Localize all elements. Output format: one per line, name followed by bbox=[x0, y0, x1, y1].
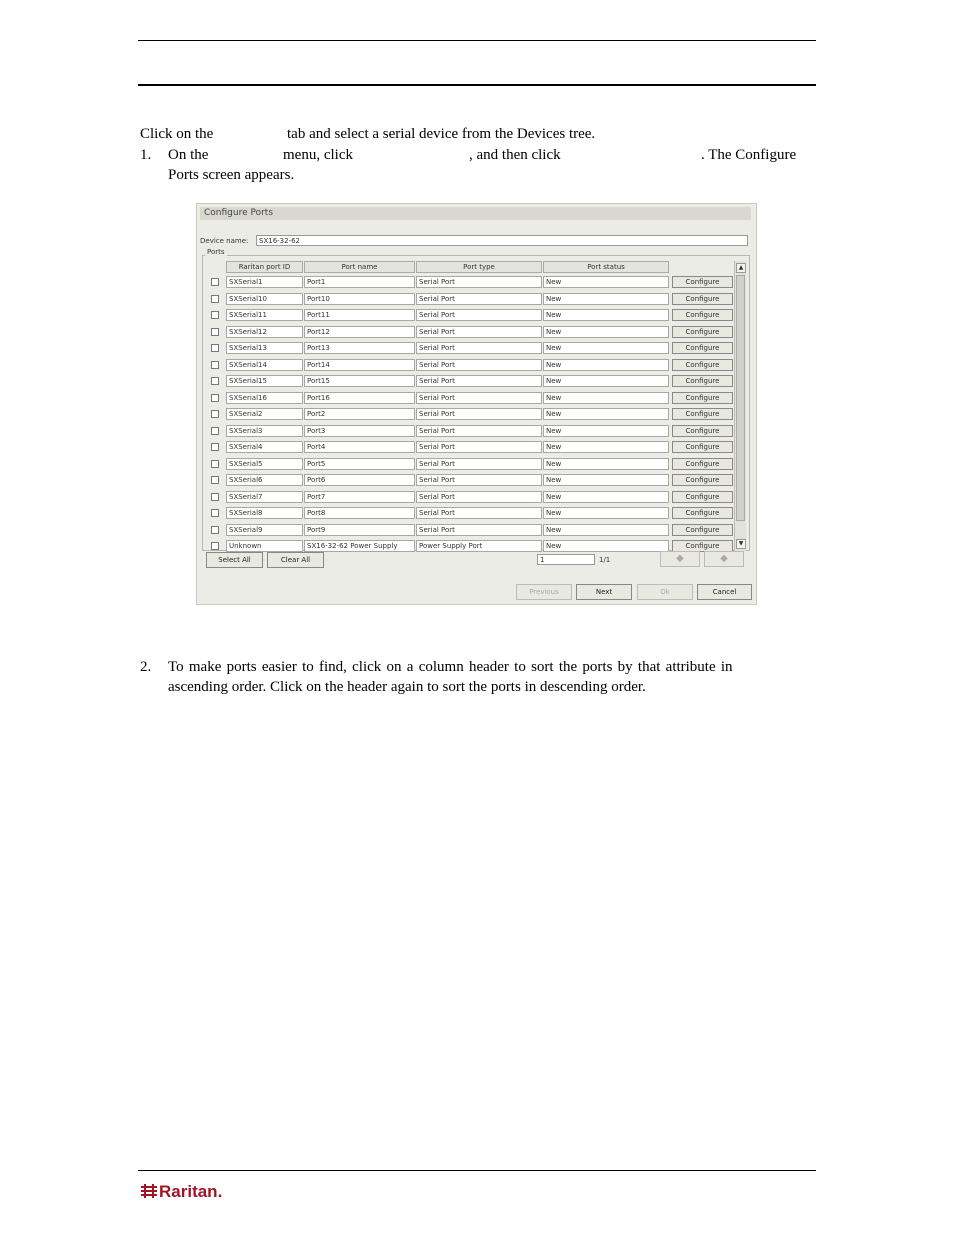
port-status-cell: New bbox=[543, 359, 669, 371]
table-row bbox=[197, 523, 737, 540]
port-status-cell: New bbox=[543, 392, 669, 404]
table-row bbox=[197, 457, 737, 474]
port-type-cell: Serial Port bbox=[416, 474, 542, 486]
page-count: 1/1 bbox=[599, 556, 611, 564]
configure-button[interactable]: Configure bbox=[672, 491, 733, 503]
port-type-cell: Serial Port bbox=[416, 524, 542, 536]
port-id-cell: SXSerial16 bbox=[226, 392, 303, 404]
step2-text-b: ascending order. Click on the header again to sort the ports in descending order. bbox=[168, 679, 646, 695]
table-row bbox=[197, 308, 737, 325]
configure-button[interactable]: Configure bbox=[672, 293, 733, 305]
table-row bbox=[197, 490, 737, 507]
header-rule-top bbox=[138, 40, 816, 41]
port-status-cell: New bbox=[543, 458, 669, 470]
step1-text-e: Ports screen appears. bbox=[168, 167, 295, 183]
column-header-port-status[interactable]: Port status bbox=[543, 261, 669, 273]
port-name-cell: Port14 bbox=[304, 359, 415, 371]
footer-rule bbox=[138, 1170, 816, 1171]
port-name-cell: Port16 bbox=[304, 392, 415, 404]
table-row bbox=[197, 424, 737, 441]
table-row bbox=[197, 506, 737, 523]
port-type-cell: Power Supply Port bbox=[416, 540, 542, 552]
port-type-cell: Serial Port bbox=[416, 359, 542, 371]
port-id-cell: SXSerial15 bbox=[226, 375, 303, 387]
port-status-cell: New bbox=[543, 474, 669, 486]
configure-button[interactable]: Configure bbox=[672, 474, 733, 486]
row-checkbox[interactable] bbox=[211, 410, 219, 418]
row-checkbox[interactable] bbox=[211, 509, 219, 517]
configure-button[interactable]: Configure bbox=[672, 507, 733, 519]
port-name-cell: Port8 bbox=[304, 507, 415, 519]
configure-button[interactable]: Configure bbox=[672, 276, 733, 288]
port-status-cell: New bbox=[543, 342, 669, 354]
table-row bbox=[197, 407, 737, 424]
port-type-cell: Serial Port bbox=[416, 392, 542, 404]
table-row bbox=[197, 275, 737, 292]
port-status-cell: New bbox=[543, 524, 669, 536]
configure-button[interactable]: Configure bbox=[672, 425, 733, 437]
step1-text-c: , and then click bbox=[469, 147, 561, 163]
port-id-cell: Unknown bbox=[226, 540, 303, 552]
port-status-cell: New bbox=[543, 491, 669, 503]
port-status-cell: New bbox=[543, 276, 669, 288]
screen-title: Configure Ports bbox=[200, 207, 751, 220]
configure-button[interactable]: Configure bbox=[672, 375, 733, 387]
row-checkbox[interactable] bbox=[211, 460, 219, 468]
configure-button[interactable]: Configure bbox=[672, 458, 733, 470]
port-name-cell: Port13 bbox=[304, 342, 415, 354]
port-status-cell: New bbox=[543, 408, 669, 420]
port-id-cell: SXSerial2 bbox=[226, 408, 303, 420]
port-type-cell: Serial Port bbox=[416, 458, 542, 470]
port-id-cell: SXSerial4 bbox=[226, 441, 303, 453]
configure-button[interactable]: Configure bbox=[672, 540, 733, 552]
header-rule-bottom bbox=[138, 84, 816, 86]
next-button[interactable]: Next bbox=[576, 584, 632, 600]
configure-button[interactable]: Configure bbox=[672, 524, 733, 536]
step1-number: 1. bbox=[140, 147, 152, 163]
row-checkbox[interactable] bbox=[211, 443, 219, 451]
step2-text-a: To make ports easier to find, click on a column header to sort the ports by that attribute in bbox=[168, 659, 733, 675]
port-type-cell: Serial Port bbox=[416, 342, 542, 354]
row-checkbox[interactable] bbox=[211, 328, 219, 336]
row-checkbox[interactable] bbox=[211, 295, 219, 303]
table-row bbox=[197, 325, 737, 342]
port-name-cell: Port6 bbox=[304, 474, 415, 486]
table-row bbox=[197, 341, 737, 358]
port-status-cell: New bbox=[543, 441, 669, 453]
row-checkbox[interactable] bbox=[211, 542, 219, 550]
port-type-cell: Serial Port bbox=[416, 425, 542, 437]
intro-text-end: tab and select a serial device from the Devices tree. bbox=[287, 126, 596, 142]
port-type-cell: Serial Port bbox=[416, 408, 542, 420]
port-status-cell: New bbox=[543, 540, 669, 552]
step2-number: 2. bbox=[140, 659, 152, 675]
table-row bbox=[197, 358, 737, 375]
row-checkbox[interactable] bbox=[211, 476, 219, 484]
port-id-cell: SXSerial6 bbox=[226, 474, 303, 486]
step1-text-a: On the bbox=[168, 147, 209, 163]
row-checkbox[interactable] bbox=[211, 493, 219, 501]
port-status-cell: New bbox=[543, 375, 669, 387]
port-name-cell: Port15 bbox=[304, 375, 415, 387]
row-checkbox[interactable] bbox=[211, 427, 219, 435]
step1-text-b: menu, click bbox=[283, 147, 353, 163]
port-name-cell: Port9 bbox=[304, 524, 415, 536]
port-id-cell: SXSerial8 bbox=[226, 507, 303, 519]
ports-legend: Ports bbox=[207, 248, 225, 256]
select-all-button[interactable]: Select All bbox=[206, 552, 263, 568]
port-name-cell: Port5 bbox=[304, 458, 415, 470]
port-id-cell: SXSerial1 bbox=[226, 276, 303, 288]
logo-wordmark: Raritan. bbox=[159, 1182, 223, 1201]
port-id-cell: SXSerial13 bbox=[226, 342, 303, 354]
row-checkbox[interactable] bbox=[211, 394, 219, 402]
port-id-cell: SXSerial12 bbox=[226, 326, 303, 338]
previous-page-arrow-icon[interactable]: ◆ bbox=[660, 551, 700, 567]
port-id-cell: SXSerial7 bbox=[226, 491, 303, 503]
port-name-cell: Port4 bbox=[304, 441, 415, 453]
previous-button[interactable]: Previous bbox=[516, 584, 572, 600]
row-checkbox[interactable] bbox=[211, 361, 219, 369]
configure-button[interactable]: Configure bbox=[672, 309, 733, 321]
port-name-cell: Port11 bbox=[304, 309, 415, 321]
ok-button[interactable]: Ok bbox=[637, 584, 693, 600]
port-name-cell: Port12 bbox=[304, 326, 415, 338]
scroll-down-arrow-icon[interactable]: ▼ bbox=[736, 539, 746, 549]
row-checkbox[interactable] bbox=[211, 278, 219, 286]
port-status-cell: New bbox=[543, 507, 669, 519]
step1-text-d: . The Configure bbox=[701, 147, 797, 163]
intro-text-start: Click on the bbox=[140, 126, 214, 142]
row-checkbox[interactable] bbox=[211, 526, 219, 534]
column-header-port-name[interactable]: Port name bbox=[304, 261, 415, 273]
ports-scrollbar[interactable] bbox=[734, 261, 746, 551]
port-type-cell: Serial Port bbox=[416, 441, 542, 453]
port-type-cell: Serial Port bbox=[416, 276, 542, 288]
port-name-cell: SX16-32-62 Power Supply bbox=[304, 540, 415, 552]
configure-button[interactable]: Configure bbox=[672, 342, 733, 354]
port-id-cell: SXSerial5 bbox=[226, 458, 303, 470]
port-id-cell: SXSerial14 bbox=[226, 359, 303, 371]
configure-button[interactable]: Configure bbox=[672, 441, 733, 453]
cancel-button[interactable]: Cancel bbox=[697, 584, 752, 600]
row-checkbox[interactable] bbox=[211, 344, 219, 352]
configure-button[interactable]: Configure bbox=[672, 359, 733, 371]
column-header-port-type[interactable]: Port type bbox=[416, 261, 542, 273]
port-status-cell: New bbox=[543, 293, 669, 305]
device-name-label: Device name: bbox=[200, 237, 249, 245]
port-id-cell: SXSerial11 bbox=[226, 309, 303, 321]
table-row bbox=[197, 391, 737, 408]
port-type-cell: Serial Port bbox=[416, 309, 542, 321]
port-status-cell: New bbox=[543, 425, 669, 437]
port-type-cell: Serial Port bbox=[416, 293, 542, 305]
port-status-cell: New bbox=[543, 309, 669, 321]
configure-button[interactable]: Configure bbox=[672, 408, 733, 420]
row-checkbox[interactable] bbox=[211, 377, 219, 385]
configure-button[interactable]: Configure bbox=[672, 326, 733, 338]
table-row bbox=[197, 292, 737, 309]
configure-button[interactable]: Configure bbox=[672, 392, 733, 404]
table-row bbox=[197, 440, 737, 457]
page-number-field[interactable]: 1 bbox=[537, 554, 595, 565]
port-name-cell: Port2 bbox=[304, 408, 415, 420]
table-row bbox=[197, 374, 737, 391]
port-name-cell: Port1 bbox=[304, 276, 415, 288]
clear-all-button[interactable]: Clear All bbox=[267, 552, 324, 568]
port-type-cell: Serial Port bbox=[416, 491, 542, 503]
scroll-thumb[interactable] bbox=[736, 275, 745, 521]
scroll-up-arrow-icon[interactable]: ▲ bbox=[736, 263, 746, 273]
configure-ports-screenshot bbox=[196, 203, 757, 605]
port-name-cell: Port3 bbox=[304, 425, 415, 437]
port-id-cell: SXSerial3 bbox=[226, 425, 303, 437]
next-page-arrow-icon[interactable]: ◆ bbox=[704, 551, 744, 567]
port-type-cell: Serial Port bbox=[416, 507, 542, 519]
port-name-cell: Port7 bbox=[304, 491, 415, 503]
port-id-cell: SXSerial10 bbox=[226, 293, 303, 305]
port-status-cell: New bbox=[543, 326, 669, 338]
row-checkbox[interactable] bbox=[211, 311, 219, 319]
port-type-cell: Serial Port bbox=[416, 375, 542, 387]
port-id-cell: SXSerial9 bbox=[226, 524, 303, 536]
table-row bbox=[197, 473, 737, 490]
column-header-port-id[interactable]: Raritan port ID bbox=[226, 261, 303, 273]
port-name-cell: Port10 bbox=[304, 293, 415, 305]
device-name-field[interactable]: SX16-32-62 bbox=[256, 235, 748, 246]
raritan-logo bbox=[141, 1180, 251, 1207]
port-type-cell: Serial Port bbox=[416, 326, 542, 338]
